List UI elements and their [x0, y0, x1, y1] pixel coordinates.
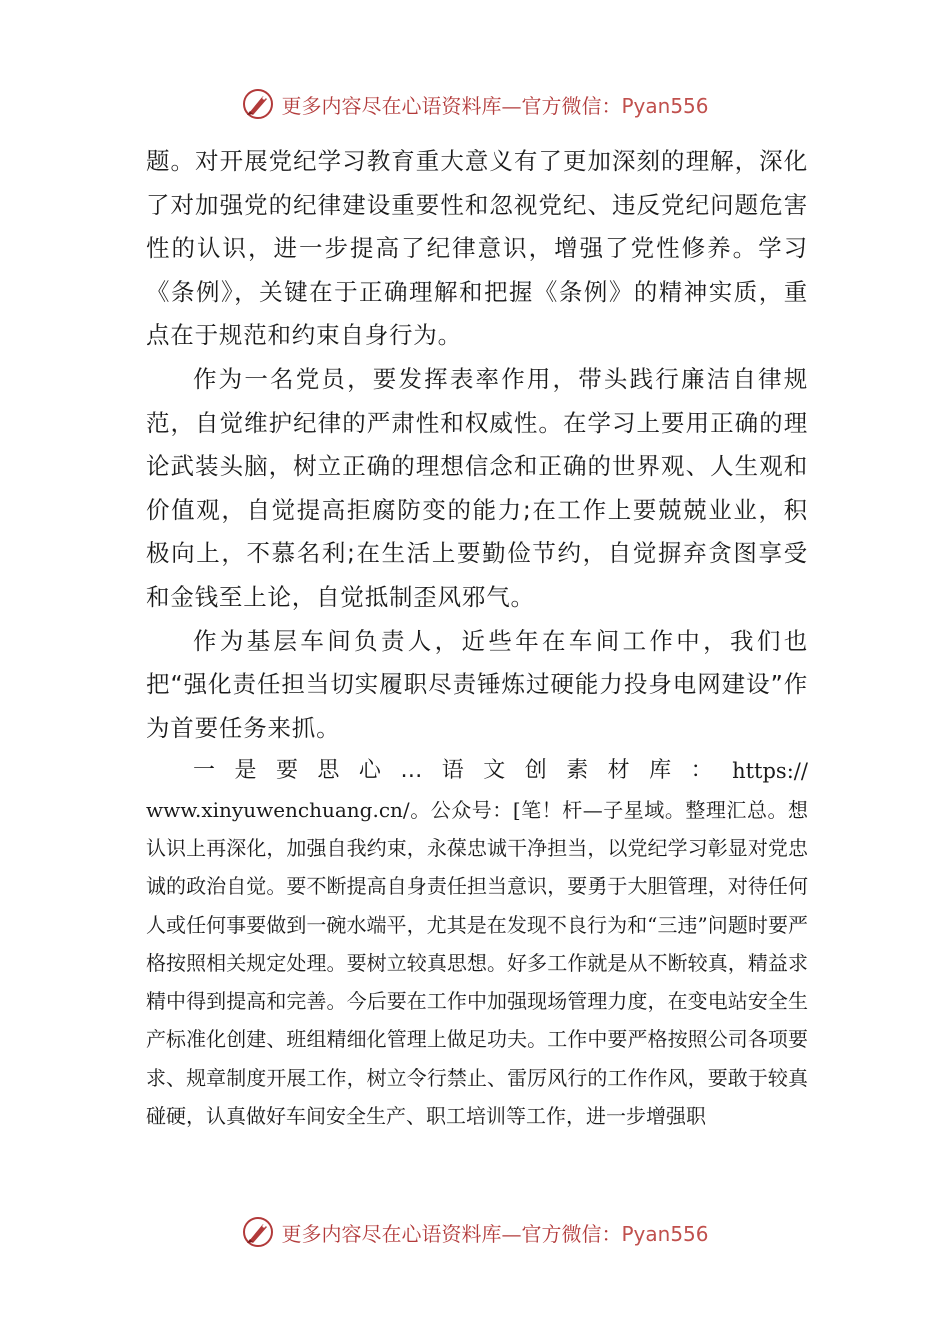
- header-banner-text: 更多内容尽在心语资料库—官方微信：Pyan556: [281, 93, 709, 118]
- header-account: Pyan556: [621, 93, 709, 118]
- spread-char: 库: [649, 758, 672, 784]
- spread-char: 材: [607, 758, 630, 784]
- spread-char: 创: [524, 758, 547, 784]
- spread-char: …: [400, 758, 423, 784]
- pen-nib-logo-icon: [241, 1215, 275, 1249]
- spread-char: 素: [566, 758, 589, 784]
- spread-char: 思: [317, 758, 340, 784]
- pen-nib-logo-icon: [241, 87, 275, 121]
- spread-char: 要: [275, 758, 298, 784]
- paragraph-3: 作为基层车间负责人，近些年在车间工作中，我们也把“强化责任担当切实履职尽责锤炼过硬能力投身电网建设”作为首要任务来抓。: [146, 626, 808, 742]
- spread-char: 文: [483, 758, 506, 784]
- paragraph-1: 题。对开展党纪学习教育重大意义有了更加深刻的理解，深化了对加强党的纪律建设重要性和忽视党纪、违反党纪问题危害性的认识，进一步提高了纪律意识，增强了党性修养。学习《条例》，关键在于正确理解和把握《条例》的精神实质，重点在于规范和约束自身行为。: [146, 147, 808, 350]
- paragraph-2: 作为一名党员，要发挥表率作用，带头践行廉洁自律规范，自觉维护纪律的严肃性和权威性。在学习上要用正确的理论武装头脑，树立正确的理想信念和正确的世界观、人生观和价值观，自觉提高拒腐防变的能力;在工作上要兢兢业业，积极向上，不慕名利;在生活上要勤俭节约，自觉摒弃贪图享受和金钱至上论，自觉抵制歪风邪气。: [146, 364, 808, 611]
- document-body: [146, 140, 808, 1135]
- footer-banner: [0, 1212, 950, 1252]
- url-part-1[interactable]: https://: [732, 759, 808, 784]
- spread-char: 心: [358, 758, 381, 784]
- paragraph-4-first-line: [146, 752, 808, 790]
- spread-char: ：: [690, 758, 713, 784]
- paragraph-4: www.xinyuwenchuang.cn/。公众号：[笔！杆—子星域。整理汇总。想认识上再深化，加强自我约束，永葆忠诚干净担当，以党纪学习彰显对党忠诚的政治自觉。要不断提高自身责任担当意识，要勇于大胆管理，对待任何人或任何事要做到一碗水端平，尤其是在发现不良行为和“三违”问题时要严格按照相关规定处理。要树立较真思想。好多工作就是从不断较真，精益求精中得到提高和完善。今后要在工作中加强现场管理力度，在变电站安全生产标准化创建、班组精细化管理上做足功夫。工作中要严格按照公司各项要求、规章制度开展工作，树立令行禁止、雷厉风行的工作作风，要敢于较真碰硬，认真做好车间安全生产、职工培训等工作，进一步增强职: [146, 797, 808, 1128]
- footer-banner-text: 更多内容尽在心语资料库—官方微信：Pyan556: [281, 1221, 709, 1246]
- spread-char: 是: [234, 758, 257, 784]
- footer-account: Pyan556: [621, 1221, 709, 1246]
- spread-char: 语: [441, 758, 464, 784]
- spread-char: 一: [193, 758, 216, 784]
- header-banner: [0, 84, 950, 124]
